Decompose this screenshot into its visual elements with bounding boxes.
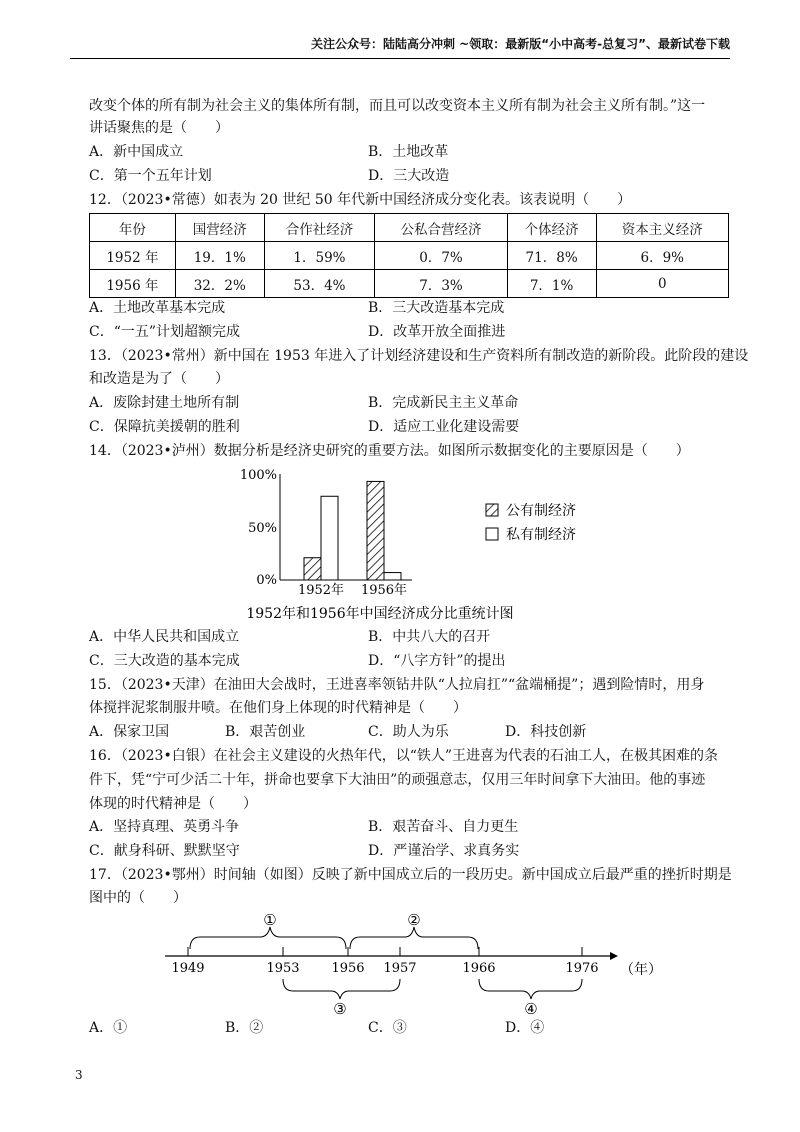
q15-option-d: D．科技创新	[505, 724, 587, 740]
timeline-year: 1976	[565, 961, 599, 976]
legend-label: 公有制经济	[506, 503, 576, 519]
q11-option-d: D．三大改造	[368, 168, 450, 184]
chart-title: 1952年和1956年中国经济成分比重统计图	[246, 606, 514, 622]
q17-option-b: B．②	[225, 1020, 264, 1036]
timeline-year: 1953	[266, 961, 300, 976]
q12-option-c: C．“一五”计划超额完成	[89, 324, 241, 340]
table-cell: 0．7%	[375, 242, 507, 270]
timeline-year: 1957	[383, 961, 417, 976]
q14-option-a: A．中华人民共和国成立	[89, 629, 240, 645]
public-economy-bar	[367, 481, 384, 580]
y-tick-label: 50%	[248, 521, 277, 536]
q12-stem: 12．（2023•常德）如表为 20 世纪 50 年代新中国经济成分变化表。该表说明（ ）	[89, 192, 632, 208]
q17-option-d: D．④	[505, 1020, 545, 1036]
history-timeline	[150, 905, 670, 1025]
q13-option-a: A．废除封建土地所有制	[89, 395, 240, 411]
table-cell: 1．59%	[264, 242, 375, 270]
q16-stem-line2: 件下，凭“宁可少活二十年，拼命也要拿下大油田”的顽强意志，仅用三年时间拿下大油田。他的事迹	[89, 772, 706, 788]
q16-stem-line1: 16．（2023•白银）在社会主义建设的火热年代，以“铁人”王进喜为代表的石油工人，在极其困难的条	[89, 748, 719, 764]
q11-option-a: A．新中国成立	[89, 144, 184, 160]
period-label: ③	[333, 1000, 347, 1018]
table-cell: 1956 年	[90, 270, 176, 298]
table-row	[90, 242, 729, 270]
legend-swatch-private	[486, 528, 498, 540]
timeline-year: 1966	[462, 961, 496, 976]
q11-stem-line1: 改变个体的所有制为社会主义的集体所有制，而且可以改变资本主义所有制为社会主义所有制。”这一	[89, 98, 706, 114]
period-label: ④	[524, 1000, 538, 1018]
legend-label: 私有制经济	[506, 527, 576, 543]
period-brace	[350, 927, 478, 949]
period-brace	[479, 979, 582, 999]
table-header-cell: 国营经济	[175, 214, 264, 242]
table-header-cell: 年份	[90, 214, 176, 242]
economy-table	[89, 213, 729, 298]
table-cell: 53．4%	[264, 270, 375, 298]
q14-option-d: D．“八字方针”的提出	[368, 653, 506, 669]
q14-option-c: C．三大改造的基本完成	[89, 653, 240, 669]
q16-option-b: B．艰苦奋斗、自力更生	[368, 819, 519, 835]
private-economy-bar	[321, 496, 338, 580]
q13-stem-line1: 13．（2023•常州）新中国在 1953 年进入了计划经济建设和生产资料所有制改造的新阶段。此阶段的建设	[89, 348, 749, 364]
timeline-unit: （年）	[620, 962, 662, 978]
period-brace	[283, 979, 400, 999]
q15-option-b: B．艰苦创业	[225, 724, 306, 740]
y-tick-label: 0%	[256, 573, 277, 588]
q13-option-c: C．保障抗美援朝的胜利	[89, 419, 240, 435]
table-cell: 32．2%	[175, 270, 264, 298]
period-brace	[190, 927, 346, 949]
q12-option-a: A．土地改革基本完成	[89, 300, 226, 316]
q17-option-a: A．①	[89, 1020, 128, 1036]
q15-stem-line2: 体搅拌泥浆制服井喷。在他们身上体现的时代精神是（ ）	[89, 700, 467, 716]
q16-option-c: C．献身科研、默默坚守	[89, 843, 240, 859]
period-label: ②	[407, 911, 421, 929]
page-header: 关注公众号：陆陆高分冲刺 ~领取：最新版“小中高考-总复习”、最新试卷下载	[311, 37, 730, 51]
q11-option-c: C．第一个五年计划	[89, 168, 212, 184]
q13-stem-line2: 和改造是为了（ ）	[89, 371, 229, 387]
table-header-cell: 个体经济	[507, 214, 596, 242]
q11-option-b: B．土地改革	[368, 144, 449, 160]
q13-option-b: B．完成新民主主义革命	[368, 395, 519, 411]
q17-stem-line2: 图中的（ ）	[89, 890, 187, 906]
timeline-year: 1956	[331, 961, 365, 976]
q15-stem-line1: 15．（2023•天津）在油田大会战时，王进喜率领钻井队“人拉肩扛”“盆端桶提”；遇到险情时，用身	[89, 677, 705, 693]
public-economy-bar	[304, 558, 321, 580]
q14-stem: 14．（2023•泸州）数据分析是经济史研究的重要方法。如图所示数据变化的主要原因是（ ）	[89, 443, 690, 459]
table-cell: 7．3%	[375, 270, 507, 298]
table-cell: 19．1%	[175, 242, 264, 270]
q16-stem-line3: 体现的时代精神是（ ）	[89, 796, 257, 812]
q17-option-c: C．③	[368, 1020, 407, 1036]
q15-option-c: C．助人为乐	[368, 724, 449, 740]
q11-stem-line2: 讲话聚焦的是（ ）	[89, 120, 229, 136]
q15-option-a: A．保家卫国	[89, 724, 170, 740]
private-economy-bar	[384, 573, 401, 580]
q16-option-a: A．坚持真理、英勇斗争	[89, 819, 240, 835]
table-cell: 0	[596, 270, 728, 298]
table-row	[90, 270, 729, 298]
q12-option-d: D．改革开放全面推进	[368, 324, 506, 340]
table-cell: 6．9%	[596, 242, 728, 270]
economy-bar-chart	[230, 462, 630, 632]
x-tick-label: 1952年	[297, 583, 345, 598]
timeline-arrow-icon	[610, 952, 618, 960]
q16-option-d: D．严谨治学、求真务实	[368, 843, 520, 859]
table-header-row	[90, 214, 729, 242]
x-tick-label: 1956年	[360, 583, 408, 598]
q17-stem-line1: 17．（2023•鄂州）时间轴（如图）反映了新中国成立后的一段历史。新中国成立后最严重的挫折时期是	[89, 867, 732, 883]
header-divider	[70, 58, 730, 59]
period-label: ①	[263, 911, 277, 929]
table-cell: 7．1%	[507, 270, 596, 298]
legend-swatch-public	[486, 504, 498, 516]
q13-option-d: D．适应工业化建设需要	[368, 419, 520, 435]
table-header-cell: 公私合营经济	[375, 214, 507, 242]
table-cell: 71．8%	[507, 242, 596, 270]
q12-option-b: B．三大改造基本完成	[368, 300, 505, 316]
table-header-cell: 资本主义经济	[596, 214, 728, 242]
q14-option-b: B．中共八大的召开	[368, 629, 491, 645]
page-number: 3	[75, 1068, 83, 1082]
table-header-cell: 合作社经济	[264, 214, 375, 242]
table-cell: 1952 年	[90, 242, 176, 270]
timeline-year: 1949	[171, 961, 205, 976]
y-tick-label: 100%	[239, 468, 277, 483]
